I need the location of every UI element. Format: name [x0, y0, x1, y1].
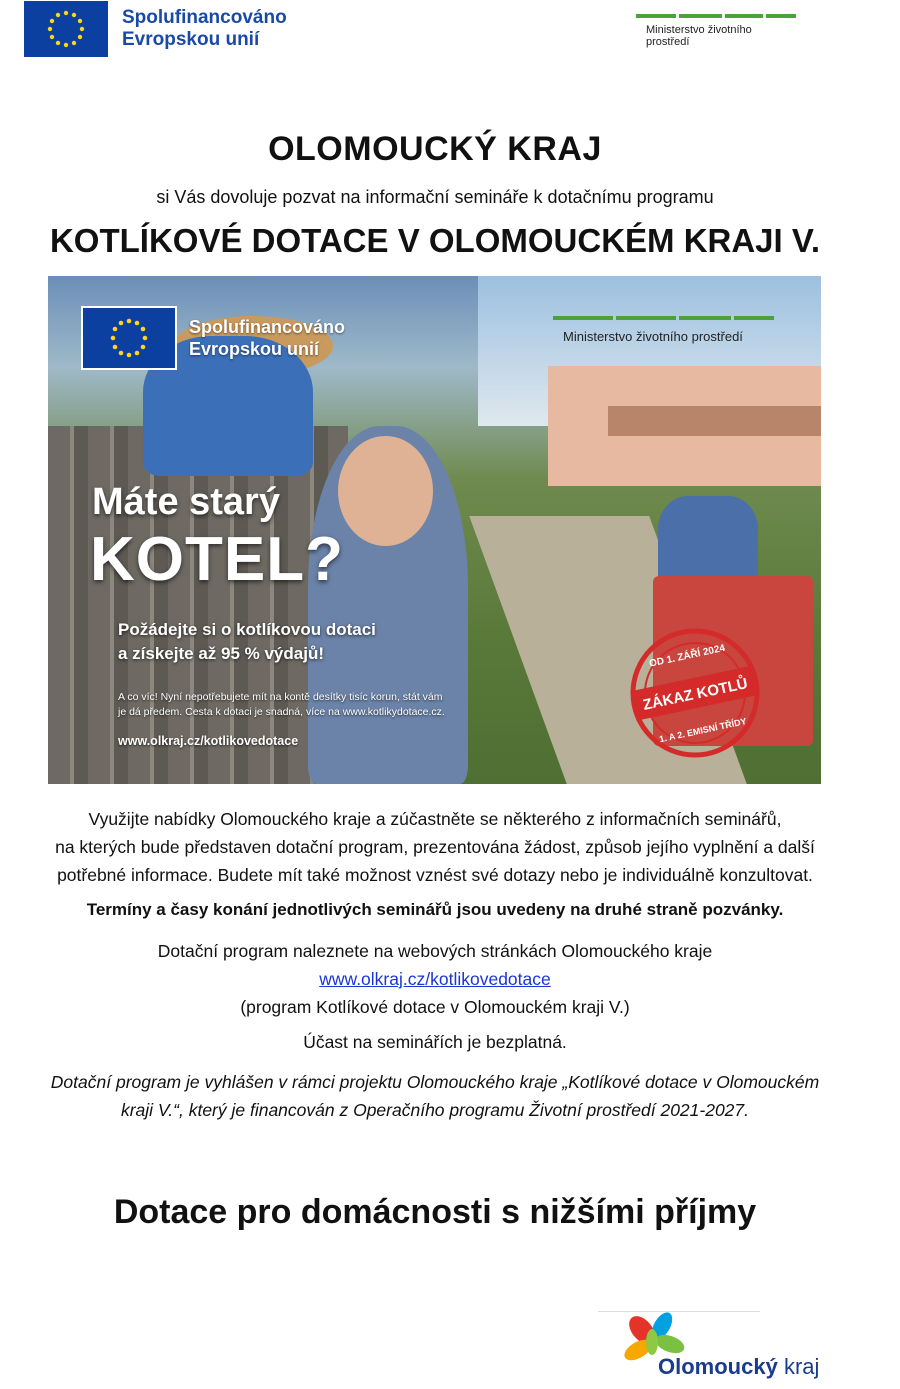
poster-roof [608, 406, 821, 436]
eu-flag-icon [24, 1, 108, 57]
subtitle: Dotace pro domácnosti s nižšími příjmy [113, 1193, 757, 1231]
poster-web-address: www.olkraj.cz/kotlikovedotace [118, 734, 299, 748]
intro-paragraph [0, 805, 870, 889]
poster-eu-line-2: Evropskou unií [189, 339, 320, 359]
ministry-name: Ministerstvo životního prostředí [646, 24, 752, 48]
poster-ministry-logo [553, 316, 783, 344]
poster-eu-logo [81, 306, 345, 370]
poster-offer-line-2: a získejte až 95 % výdajů! [118, 644, 324, 663]
logo-regular: kraj [783, 1354, 820, 1379]
poster-offer [118, 618, 376, 666]
poster-ministry-name: Ministerstvo životního prostředí [563, 329, 743, 344]
poster-eu-flag-icon [81, 306, 177, 370]
olomoucky-kraj-logo-text [658, 1354, 819, 1380]
poster-fence [48, 426, 348, 784]
stamp-bottom-text: 1. A 2. EMISNÍ TŘÍDY [658, 716, 748, 745]
poster-offer-line-1: Požádejte si o kotlíkovou dotaci [118, 620, 376, 639]
logo-bold: Olomoucký [658, 1354, 778, 1379]
campaign-poster [48, 276, 821, 784]
poster-woman-head [338, 436, 433, 546]
intro-line-1: Využijte nabídky Olomouckého kraje a zúčastněte se některého z informačních seminářů, [88, 809, 782, 829]
eu-line-2: Evropskou unií [122, 29, 260, 50]
terms-note: Termíny a časy konání jednotlivých seminářů jsou uvedeny na druhé straně pozvánky. [86, 900, 784, 919]
intro-line-3: potřebné informace. Budete mít také možnost vznést své dotazy nebo je individuálně konzultovat. [57, 865, 813, 885]
program-info-line-1: Dotační program naleznete na webových stránkách Olomouckého kraje [157, 941, 713, 961]
poster-eu-line-1: Spolufinancováno [189, 317, 346, 337]
program-title: KOTLÍKOVÉ DOTACE V OLOMOUCKÉM KRAJI V. [49, 222, 821, 259]
funding-note-line-2: kraji V.“, který je financován z Operačního programu Životní prostředí 2021-2027. [120, 1100, 750, 1120]
funding-note-line-1: Dotační program je vyhlášen v rámci projektu Olomouckého kraje „Kotlíkové dotace v Olomouckém [50, 1072, 820, 1092]
intro-line-2: na kterých bude představen dotační program, prezentována žádost, způsob jejího vyplnění a další [55, 837, 815, 857]
eu-logo-text [122, 7, 287, 51]
ministry-lines-icon [636, 14, 796, 18]
program-info-line-3: (program Kotlíkové dotace v Olomouckém kraji V.) [240, 997, 630, 1017]
program-link[interactable]: www.olkraj.cz/kotlikovedotace [319, 969, 551, 989]
poster-small-line-2: je dá předem. Cesta k dotaci je snadná, více na www.kotlikydotace.cz. [118, 706, 445, 718]
program-info [0, 937, 870, 1021]
stamp-top-text: OD 1. ZÁŘÍ 2024 [648, 642, 727, 670]
ban-stamp-icon [628, 626, 762, 760]
page-title: OLOMOUCKÝ KRAJ [268, 130, 602, 168]
funding-note [0, 1068, 870, 1124]
poster-question-line-1: Máte starý [92, 481, 280, 523]
poster-ministry-lines-icon [553, 316, 783, 320]
poster-eu-text [189, 316, 345, 360]
eu-line-1: Spolufinancováno [122, 7, 287, 28]
invite-text: si Vás dovoluje pozvat na informační semináře k dotačnímu programu [156, 187, 714, 207]
free-participation: Účast na seminářích je bezplatná. [303, 1032, 567, 1052]
poster-small-line-1: A co víc! Nyní nepotřebujete mít na kontě desítky tisíc korun, stát vám [118, 691, 443, 703]
stamp-main-text: ZÁKAZ KOTLŮ [641, 675, 750, 714]
poster-question-line-2: KOTEL? [90, 525, 344, 594]
eu-logo [24, 0, 294, 58]
ministry-logo [636, 14, 796, 48]
poster-small-print [118, 690, 538, 720]
